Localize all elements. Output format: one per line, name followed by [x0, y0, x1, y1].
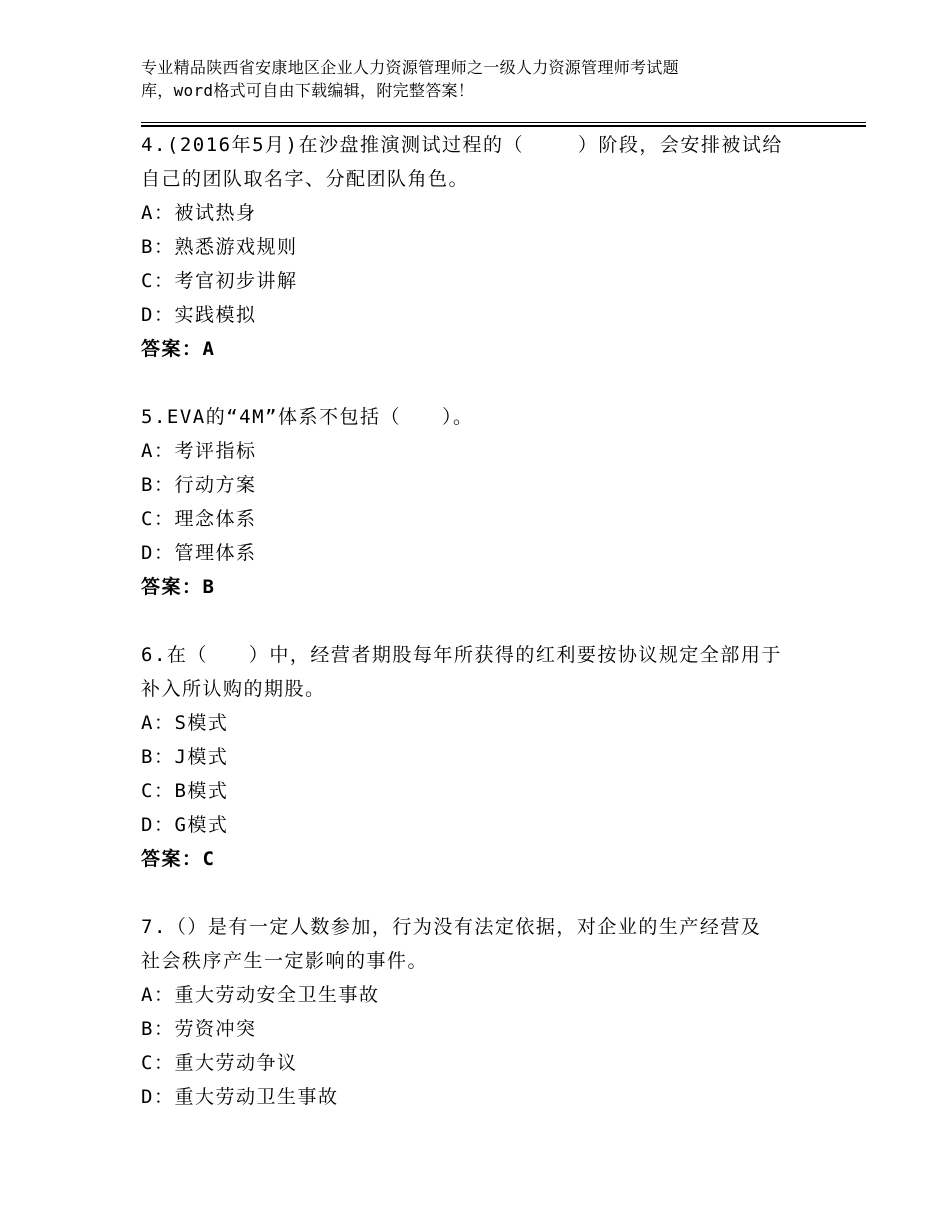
header-rule-thin: [141, 122, 866, 123]
option-d: D：重大劳动卫生事故: [141, 1086, 339, 1108]
option-d: D：管理体系: [141, 542, 257, 564]
spacer: [141, 876, 831, 910]
option-b: B：J模式: [141, 746, 229, 768]
question-text-line: 7.（）是有一定人数参加，行为没有法定依据，对企业的生产经营及: [141, 916, 762, 938]
option-a: A：考评指标: [141, 440, 257, 462]
spacer: [141, 604, 831, 638]
question-text-line: 社会秩序产生一定影响的事件。: [141, 950, 429, 972]
header-line-2: 库，word格式可自由下载编辑，附完整答案！: [141, 81, 475, 100]
option-a: A：重大劳动安全卫生事故: [141, 984, 380, 1006]
question-text-line: 自己的团队取名字、分配团队角色。: [141, 168, 470, 190]
question-6: [141, 638, 831, 876]
question-text-line: 5.EVA的“4M”体系不包括（ ）。: [141, 406, 474, 428]
option-d: D：G模式: [141, 814, 229, 836]
question-5: [141, 400, 831, 604]
option-c: C：考官初步讲解: [141, 270, 298, 292]
header-line-1: 专业精品陕西省安康地区企业人力资源管理师之一级人力资源管理师考试题: [141, 58, 679, 77]
answer-line: 答案：A: [141, 338, 216, 360]
option-a: A：被试热身: [141, 202, 257, 224]
question-list: [141, 128, 831, 1114]
option-a: A：S模式: [141, 712, 229, 734]
option-c: C：B模式: [141, 780, 229, 802]
document-header: [141, 56, 781, 102]
option-b: B：劳资冲突: [141, 1018, 257, 1040]
header-rule-thick: [141, 125, 866, 127]
option-b: B：行动方案: [141, 474, 257, 496]
option-d: D：实践模拟: [141, 304, 257, 326]
question-4: [141, 128, 831, 366]
question-text-line: 6.在（ ）中，经营者期股每年所获得的红利要按协议规定全部用于: [141, 644, 782, 666]
option-c: C：重大劳动争议: [141, 1052, 298, 1074]
question-text-line: 4.(2016年5月)在沙盘推演测试过程的（ ）阶段，会安排被试给: [141, 134, 783, 156]
option-c: C：理念体系: [141, 508, 257, 530]
answer-line: 答案：C: [141, 848, 216, 870]
answer-line: 答案：B: [141, 576, 216, 598]
question-text-line: 补入所认购的期股。: [141, 678, 326, 700]
spacer: [141, 366, 831, 400]
question-7: [141, 910, 831, 1114]
option-b: B：熟悉游戏规则: [141, 236, 298, 258]
